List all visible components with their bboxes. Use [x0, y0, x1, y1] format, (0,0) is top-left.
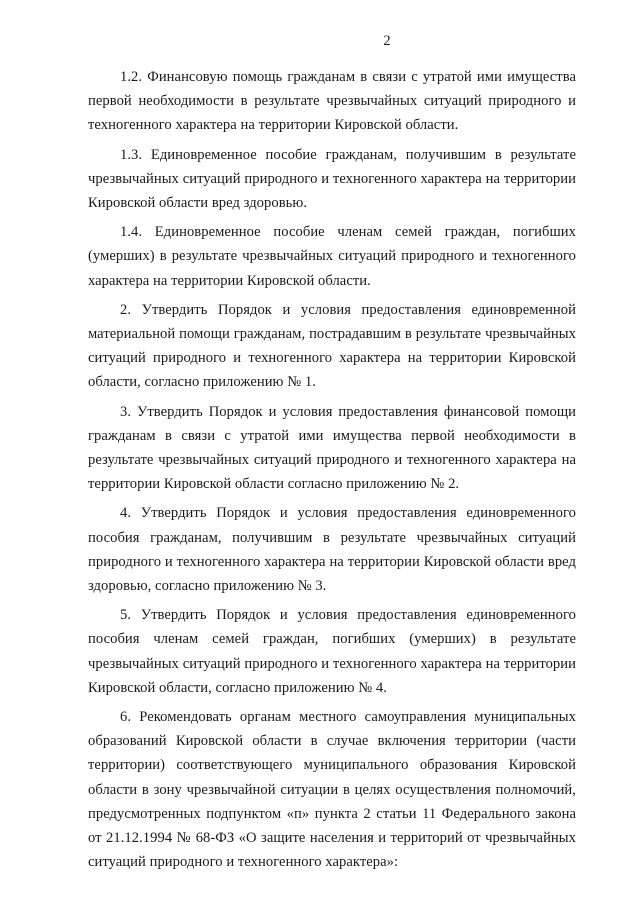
paragraph-4: 4. Утвердить Порядок и условия предоставления единовременного пособия гражданам, получившим в результате чрезвычайных ситуаций природного и техногенного характера на территории Кировской области вред здоровью, согласно приложению № 3. [88, 505, 576, 595]
paragraph-1-3: 1.3. Единовременное пособие гражданам, получившим в результате чрезвычайных ситуаций природного и техногенного характера на территории Кировской области вред здоровью. [88, 146, 576, 212]
page-number: 2 [383, 33, 391, 49]
paragraph-5: 5. Утвердить Порядок и условия предоставления единовременного пособия членам семей граждан, погибших (умерших) в результате чрезвычайных ситуаций природного и техногенного характера на территории Кировской области, согласно приложению № 4. [88, 607, 576, 696]
paragraph-6: 6. Рекомендовать органам местного самоуправления муниципальных образований Кировской области в случае включения территории (части территории) соответствующего муниципального образования Кировской области в зону чрезвычайной ситуации в целях осуществления полномочий, предусмотренных подпунктом «п» пункта 2 статьи 11 Федерального закона от 21.12.1994 № 68-ФЗ «О защите населения и территорий от чрезвычайных ситуаций природного и техногенного характера»: [88, 709, 576, 871]
paragraph-2: 2. Утвердить Порядок и условия предоставления единовременной материальной помощи гражданам, пострадавшим в результате чрезвычайных ситуаций природного и техногенного характера на территории Кировской области, согласно приложению № 1. [88, 301, 576, 391]
paragraph-1-4: 1.4. Единовременное пособие членам семей граждан, погибших (умерших) в результате чрезвычайных ситуаций природного и техногенного характера на территории Кировской области. [88, 224, 576, 289]
paragraph-3: 3. Утвердить Порядок и условия предоставления финансовой помощи гражданам в связи с утратой ими имущества первой необходимости в результате чрезвычайных ситуаций природного и техногенного характера на территории Кировской области согласно приложению № 2. [88, 403, 576, 493]
paragraph-1-2: 1.2. Финансовую помощь гражданам в связи с утратой ими имущества первой необходимости в результате чрезвычайных ситуаций природного и техногенного характера на территории Кировской области. [88, 69, 576, 134]
